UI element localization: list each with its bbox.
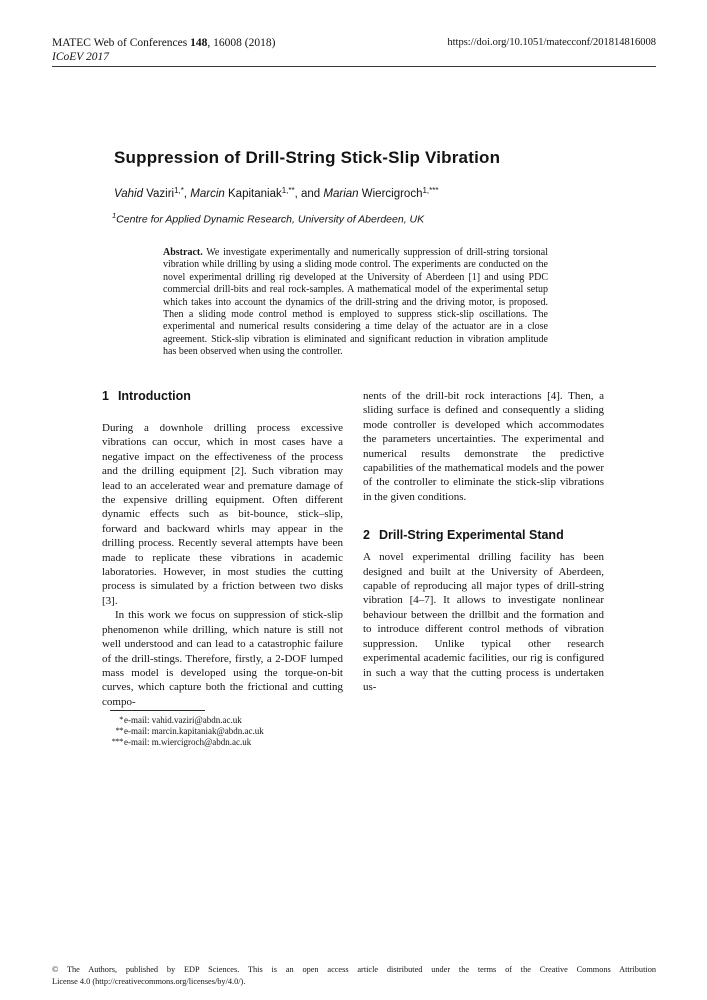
affiliation bbox=[112, 211, 424, 226]
abstract-text: We investigate experimentally and numerically suppression of drill-string torsional vibration while drilling by using a sliding mode control. The experiments are conducted on the novel experimental drilling rig developed at the University of Aberdeen [1] and using PDC commercial drill-bits and real rock-samples. A mathematical model of the experimental setup which takes into account the dynamics of the drill-string and the driving motor, is proposed. Then a sliding mode control method is employed to suppress stick-slip oscillations. The experimental and numerical results considering a time delay of the actuator are in a close agreement. Stick-slip vibration is eliminated and significant reduction in vibration amplitude has been observed when using the controller. bbox=[163, 247, 549, 358]
header-rule bbox=[52, 66, 656, 67]
footnote-line bbox=[102, 737, 343, 748]
doi-link[interactable]: https://doi.org/10.1051/matecconf/201814816008 bbox=[447, 37, 656, 48]
author-affiliation-marker: 1,*** bbox=[422, 186, 439, 195]
section-number: 2 bbox=[363, 528, 370, 543]
footnote-rule bbox=[110, 710, 205, 711]
footnote-email: e-mail: m.wiercigroch@abdn.ac.uk bbox=[124, 737, 252, 747]
journal-name: MATEC Web of Conferences bbox=[52, 37, 191, 49]
footnotes bbox=[102, 710, 343, 748]
author-name-segment: Kapitaniak bbox=[224, 188, 282, 200]
footnote-email: e-mail: vahid.vaziri@abdn.ac.uk bbox=[124, 715, 242, 725]
footnote-marker: *** bbox=[111, 735, 123, 746]
article-number: , 16008 (2018) bbox=[207, 37, 276, 49]
section-title: Introduction bbox=[117, 389, 191, 403]
author-name-segment: Marian bbox=[323, 188, 359, 200]
author-name-segment: Marcin bbox=[190, 188, 225, 200]
author-name-segment: , and bbox=[294, 188, 324, 200]
author-name-segment: Vaziri bbox=[143, 188, 175, 200]
author-name-segment: Vahid bbox=[114, 188, 143, 200]
abstract bbox=[163, 247, 548, 359]
right-column bbox=[363, 389, 604, 694]
license-line1: © The Authors, published by EDP Sciences. This is an open access article distributed under the terms of the Creative Commons Attribution bbox=[52, 965, 656, 974]
license-line2: License 4.0 (http://creativecommons.org/licenses/by/4.0/). bbox=[52, 976, 246, 986]
footnote-marker: * bbox=[119, 713, 123, 724]
footnote-list bbox=[102, 715, 343, 748]
paper-title: Suppression of Drill-String Stick-Slip Vibration bbox=[114, 148, 501, 167]
author-affiliation-marker: 1,* bbox=[174, 186, 184, 195]
section-heading bbox=[102, 389, 343, 404]
author-line bbox=[114, 188, 438, 200]
conference-name: ICoEV 2017 bbox=[52, 51, 109, 63]
footnote-marker: ** bbox=[115, 724, 123, 735]
affiliation-text: Centre for Applied Dynamic Research, University of Aberdeen, UK bbox=[116, 213, 425, 226]
running-header-left bbox=[52, 36, 275, 64]
affiliation-marker: 1 bbox=[112, 211, 117, 220]
author-name-segment: Wiercigroch bbox=[358, 188, 423, 200]
body-paragraph: During a downhole drilling process excessive vibrations can occur, which in most cases have a negative impact on the effectiveness of the process and the drilling equipment [2]. Such vibration may lead to an accelerated wear and premature damage of the expensive drilling equipment. Often different dynamic effects such as bit-bounce, stick–slip, forward and backward whirls may appear in the drilling process. Recently several attempts have been made to replicate these vibrations in academic laboratories. However, in most studies the cutting process is simulated by a friction between two disks [3]. bbox=[102, 422, 343, 607]
body-paragraph: A novel experimental drilling facility has been designed and built at the University of Aberdeen, capable of reproducing all major types of drill-string vibration [4–7]. It allows to investigate nonlinear behaviour between the drillbit and the formation and to introduce different control methods of vibration suppression. Unlike typical other research experimental academic facilities, our rig is configured in such a way that the cutting process is undertaken us- bbox=[363, 551, 604, 693]
author-affiliation-marker: 1,** bbox=[281, 186, 295, 195]
body-paragraph: In this work we focus on suppression of stick-slip phenomenon while drilling, which nature is still not well understood and can lead to a catastrophic failure of the drill-stings. Therefore, firstly, a 2-DOF lumped mass model is developed using the torque-on-bit curves, which capture both the frictional and cutting compo- bbox=[102, 609, 343, 708]
footnote-line bbox=[102, 715, 343, 726]
body-paragraph: nents of the drill-bit rock interactions [4]. Then, a sliding surface is defined and consequently a sliding mode controller is developed which accommodates the parameters uncertainties. The experimental and numerical results demonstrate the predictive capabilities of the mathematical models and the power of the controller to eliminate the stick-slip vibrations in the given conditions. bbox=[363, 390, 604, 503]
author-name-segment: , bbox=[183, 188, 191, 200]
left-column bbox=[102, 389, 343, 709]
section-title: Drill-String Experimental Stand bbox=[378, 528, 564, 543]
footnote-line bbox=[102, 726, 343, 737]
journal-volume: 148 bbox=[190, 37, 208, 49]
section-heading bbox=[363, 528, 604, 543]
section-number: 1 bbox=[102, 389, 109, 403]
abstract-label: Abstract. bbox=[163, 247, 203, 258]
license-footer bbox=[52, 964, 656, 987]
journal-citation bbox=[52, 36, 275, 50]
footnote-email: e-mail: marcin.kapitaniak@abdn.ac.uk bbox=[124, 726, 264, 736]
